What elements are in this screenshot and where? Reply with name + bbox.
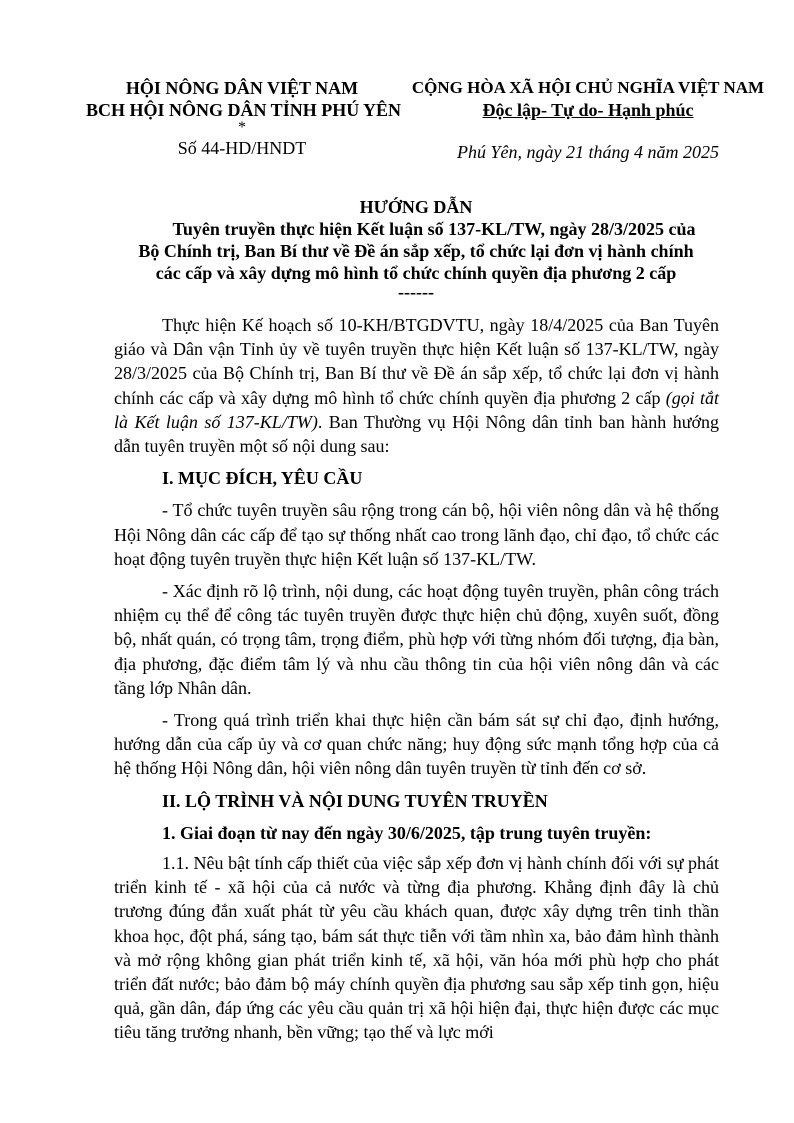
issuer-org-line1: HỘI NÔNG DÂN VIỆT NAM xyxy=(125,78,359,98)
document-subtitle-line2: Bộ Chính trị, Ban Bí thư về Đề án sắp xếp, tổ chức lại đơn vị hành chính xyxy=(138,241,694,261)
purpose-paragraph-2: - Xác định rõ lộ trình, nội dung, các hoạt động tuyên truyền, phân công trách nhiệm cụ thể để công tác tuyên truyền được thực hiện chủ động, xuyên suốt, đồng bộ, nhất quán, có trọng tâm, trọng điểm, phù hợp với từng nhóm đối tượng, địa bàn, địa phương, đặc điểm tâm lý và nhu cầu thông tin của hội viên nông dân và các tầng lớp Nhân dân. xyxy=(114,581,719,698)
national-motto: Độc lập- Tự do- Hạnh phúc xyxy=(482,100,694,120)
intro-text-before: Thực hiện Kế hoạch số 10-KH/BTGDVTU, ngày 18/4/2025 của Ban Tuyên giáo và Dân vận Tỉnh ủy về tuyên truyền thực hiện Kết luận số 137-KL/TW, ngày 28/3/2025 của Bộ Chính trị, Ban Bí thư về Đề án sắp xếp, tổ chức lại đơn vị hành chính các cấp và xây dựng mô hình tổ chức chính quyền địa phương 2 cấp xyxy=(114,315,719,408)
section-heading-purpose: I. MỤC ĐÍCH, YÊU CẦU xyxy=(162,468,363,489)
national-header xyxy=(398,77,778,163)
document-date: Phú Yên, ngày 21 tháng 4 năm 2025 xyxy=(457,142,719,162)
document-title: HƯỚNG DẪN xyxy=(359,197,473,217)
document-body xyxy=(114,313,719,1045)
title-separator: ------ xyxy=(398,282,434,302)
document-title-block xyxy=(86,196,746,300)
section-heading-roadmap: II. LỘ TRÌNH VÀ NỘI DUNG TUYÊN TRUYỀN xyxy=(162,790,548,811)
intro-paragraph xyxy=(114,313,719,458)
issuer-org-line2: BCH HỘI NÔNG DÂN TỈNH PHÚ YÊN xyxy=(86,100,402,120)
issuer-star: * xyxy=(238,119,246,136)
purpose-paragraph-1: - Tổ chức tuyên truyền sâu rộng trong cán bộ, hội viên nông dân và hệ thống Hội Nông dân các cấp để tạo sự thống nhất cao trong lãnh đạo, chỉ đạo, tổ chức các hoạt động tuyên truyền thực hiện Kết luận số 137-KL/TW. xyxy=(114,500,719,569)
document-number: Số 44-HD/HNDT xyxy=(177,138,307,158)
intro-text-italic: (gọi tắt là Kết luận số 137-KL/TW) xyxy=(114,387,719,432)
issuer-header xyxy=(86,77,402,159)
phase-1-heading: 1. Giai đoạn từ nay đến ngày 30/6/2025, tập trung tuyên truyền: xyxy=(162,822,652,843)
nation-name: CỘNG HÒA XÃ HỘI CHỦ NGHĨA VIỆT NAM xyxy=(411,78,765,97)
document-subtitle-line3: các cấp và xây dựng mô hình tổ chức chính quyền địa phương 2 cấp xyxy=(155,263,677,283)
intro-text-after: . Ban Thường vụ Hội Nông dân tỉnh ban hành hướng dẫn tuyên truyền một số nội dung sau: xyxy=(114,411,720,457)
phase-1-paragraph: 1.1. Nêu bật tính cấp thiết của việc sắp xếp đơn vị hành chính đối với sự phát triển kinh tế - xã hội của cả nước và từng địa phương. Khẳng định đây là chủ trương đúng đắn xuất phát từ yêu cầu khách quan, được xây dựng trên tinh thần khoa học, đột phá, sáng tạo, bám sát thực tiễn với tầm nhìn xa, bảo đảm hình thành và mở rộng không gian phát triển kinh tế, xã hội, văn hóa mới phù hợp cho phát triển đất nước; bảo đảm bộ máy chính quyền địa phương sau sắp xếp tinh gọn, hiệu quả, gần dân, đáp ứng các yêu cầu quản trị xã hội hiện đại, thực hiện được các mục tiêu tăng trưởng nhanh, bền vững; tạo thế và lực mới xyxy=(114,853,719,1043)
purpose-paragraph-3: - Trong quá trình triển khai thực hiện cần bám sát sự chỉ đạo, định hướng, hướng dẫn của cấp ủy và cơ quan chức năng; huy động sức mạnh tổng hợp của cả hệ thống Hội Nông dân, hội viên nông dân tuyên truyền từ tỉnh đến cơ sở. xyxy=(114,710,719,779)
document-subtitle-line1: Tuyên truyền thực hiện Kết luận số 137-KL/TW, ngày 28/3/2025 của xyxy=(172,219,696,239)
